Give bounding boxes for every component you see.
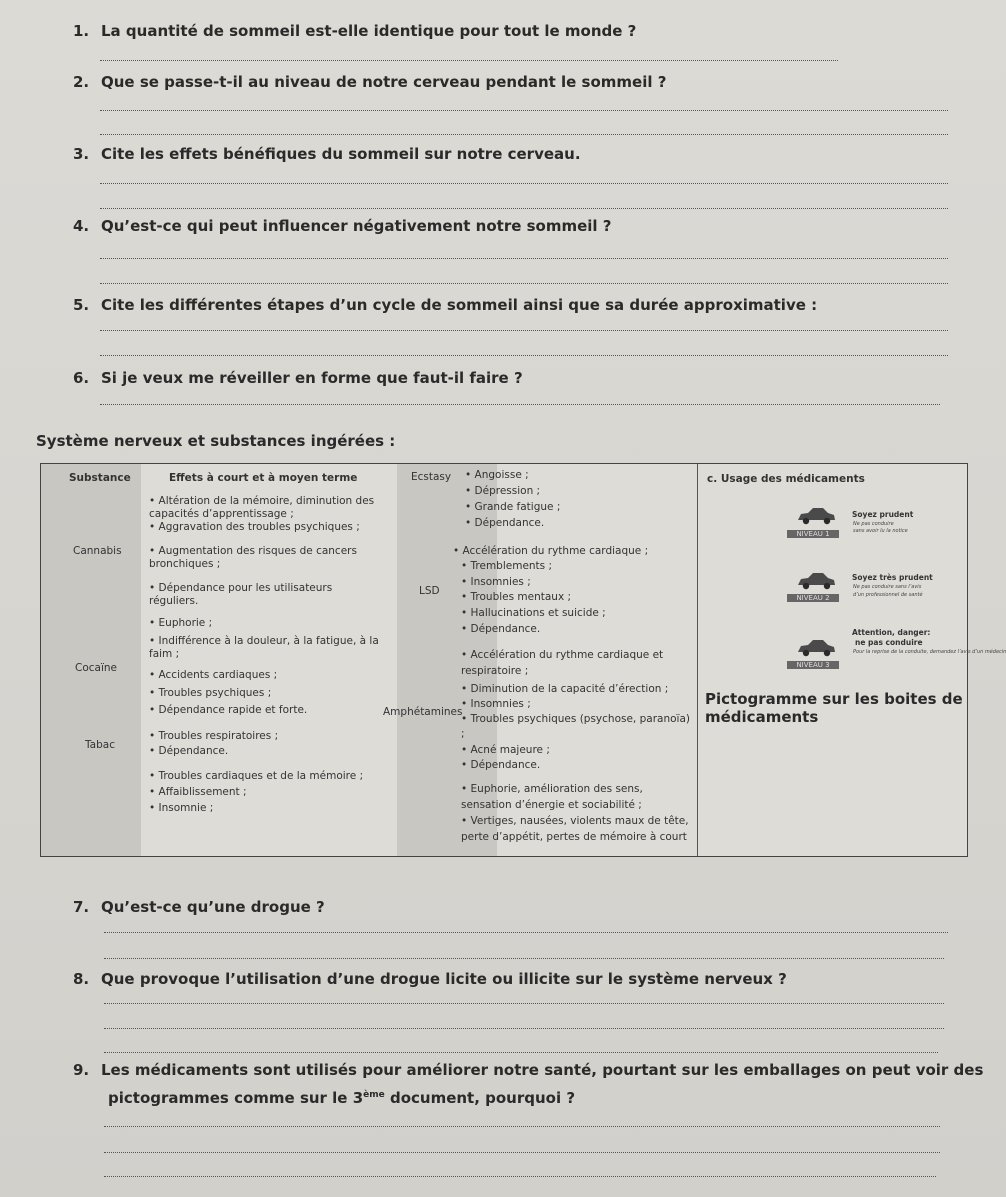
effect-line: • Angoisse ; bbox=[465, 469, 529, 481]
substance-name: LSD bbox=[419, 585, 440, 597]
effect-line: • Affaiblissement ; bbox=[149, 786, 247, 798]
medicaments-title: c. Usage des médicaments bbox=[707, 473, 865, 485]
answer-line bbox=[100, 60, 838, 61]
answer-line bbox=[104, 1152, 940, 1153]
level-text: sans avoir lu la notice bbox=[853, 528, 908, 534]
question-7: 7. Qu’est-ce qu’une drogue ? bbox=[73, 898, 325, 916]
level-text: Pour la reprise de la conduite, demandez l’avis d’un médecin bbox=[853, 649, 1006, 655]
effect-line: • Troubles respiratoires ; bbox=[149, 730, 279, 742]
effect-line: faim ; bbox=[149, 648, 180, 660]
effect-line: • Accélération du rythme cardiaque et bbox=[461, 649, 664, 661]
question-8: 8. Que provoque l’utilisation d’une drogue licite ou illicite sur le système nerveux ? bbox=[73, 970, 787, 988]
effect-line: • Troubles psychiques ; bbox=[149, 687, 272, 699]
answer-line bbox=[100, 283, 948, 284]
effect-line: • Dépendance. bbox=[149, 745, 229, 757]
answer-line bbox=[104, 1052, 938, 1053]
effect-line: • Troubles cardiaques et de la mémoire ; bbox=[149, 770, 364, 782]
niveau-1-badge: NIVEAU 1 bbox=[787, 530, 839, 538]
question-2: 2. Que se passe-t-il au niveau de notre cerveau pendant le sommeil ? bbox=[73, 73, 667, 91]
effect-line: • Diminution de la capacité d’érection ; bbox=[461, 683, 669, 695]
header-effects: Effets à court et à moyen terme bbox=[169, 472, 358, 484]
level-text: Ne pas conduire sans l’avis bbox=[853, 584, 922, 590]
answer-line bbox=[100, 355, 948, 356]
level-heading: Soyez très prudent bbox=[852, 573, 933, 582]
effect-line: • Tremblements ; bbox=[461, 560, 553, 572]
effect-line: • Insomnies ; bbox=[461, 576, 531, 588]
answer-line bbox=[100, 404, 940, 405]
niveau-2-badge: NIVEAU 2 bbox=[787, 594, 839, 602]
question-9: 9. Les médicaments sont utilisés pour améliorer notre santé, pourtant sur les emballages on peut voir des bbox=[73, 1061, 984, 1079]
effect-line: • Acné majeure ; bbox=[461, 744, 550, 756]
effect-line: capacités d’apprentissage ; bbox=[149, 508, 294, 520]
effect-line: perte d’appétit, pertes de mémoire à court bbox=[461, 831, 687, 843]
level-heading: Attention, danger: bbox=[852, 628, 931, 637]
effect-line: • Dépression ; bbox=[465, 485, 541, 497]
effect-line: • Dépendance rapide et forte. bbox=[149, 704, 308, 716]
effect-line: • Accidents cardiaques ; bbox=[149, 669, 278, 681]
effect-line: • Dépendance. bbox=[461, 623, 541, 635]
car-icon bbox=[795, 570, 837, 590]
question-6: 6. Si je veux me réveiller en forme que faut-il faire ? bbox=[73, 369, 523, 387]
level-subheading: ne pas conduire bbox=[855, 638, 923, 647]
question-5: 5. Cite les différentes étapes d’un cycle de sommeil ainsi que sa durée approximative : bbox=[73, 296, 818, 314]
question-1: 1. La quantité de sommeil est-elle identique pour tout le monde ? bbox=[73, 22, 637, 40]
answer-line bbox=[104, 1126, 940, 1127]
substance-name: Ecstasy bbox=[411, 471, 452, 483]
question-9-continued: pictogrammes comme sur le 3ème document, pourquoi ? bbox=[108, 1089, 576, 1107]
pictogram-caption: Pictogramme sur les boites de médicaments bbox=[705, 690, 963, 726]
effect-line: réguliers. bbox=[149, 595, 199, 607]
effect-line: • Insomnie ; bbox=[149, 802, 214, 814]
niveau-3-badge: NIVEAU 3 bbox=[787, 661, 839, 669]
effect-line: • Insomnies ; bbox=[461, 698, 531, 710]
effect-line: • Altération de la mémoire, diminution des bbox=[149, 495, 375, 507]
level-heading: Soyez prudent bbox=[852, 510, 914, 519]
effect-line: ; bbox=[461, 728, 465, 740]
car-icon bbox=[795, 505, 837, 525]
effect-line: • Accélération du rythme cardiaque ; bbox=[453, 545, 649, 557]
divider bbox=[697, 464, 698, 856]
effect-line: • Dépendance. bbox=[461, 759, 541, 771]
answer-line bbox=[100, 110, 948, 111]
level-text: Ne pas conduire bbox=[853, 521, 894, 527]
answer-line bbox=[100, 208, 948, 209]
question-3: 3. Cite les effets bénéfiques du sommeil sur notre cerveau. bbox=[73, 145, 581, 163]
question-4: 4. Qu’est-ce qui peut influencer négativement notre sommeil ? bbox=[73, 217, 612, 235]
substance-name: Cocaïne bbox=[75, 662, 117, 674]
effect-line: sensation d’énergie et sociabilité ; bbox=[461, 799, 642, 811]
effect-line: • Euphorie, amélioration des sens, bbox=[461, 783, 643, 795]
car-icon bbox=[795, 637, 837, 657]
answer-line bbox=[100, 258, 948, 259]
answer-line bbox=[104, 1176, 936, 1177]
effect-line: • Grande fatigue ; bbox=[465, 501, 561, 513]
effect-line: • Indifférence à la douleur, à la fatigue, à la bbox=[149, 635, 379, 647]
answer-line bbox=[104, 958, 944, 959]
answer-line bbox=[100, 134, 948, 135]
substance-name: Amphétamines bbox=[383, 706, 463, 718]
answer-line bbox=[104, 932, 948, 933]
effect-line: • Vertiges, nausées, violents maux de tête, bbox=[461, 815, 689, 827]
answer-line bbox=[100, 183, 948, 184]
level-text: d’un professionnel de santé bbox=[853, 592, 923, 598]
effect-line: • Dépendance pour les utilisateurs bbox=[149, 582, 333, 594]
effect-line: • Hallucinations et suicide ; bbox=[461, 607, 606, 619]
substances-table bbox=[40, 463, 1006, 857]
effect-line: • Aggravation des troubles psychiques ; bbox=[149, 521, 360, 533]
substance-name: Tabac bbox=[85, 739, 115, 751]
effect-line: bronchiques ; bbox=[149, 558, 221, 570]
answer-line bbox=[104, 1003, 944, 1004]
effect-line: • Augmentation des risques de cancers bbox=[149, 545, 357, 557]
effect-line: • Dépendance. bbox=[465, 517, 545, 529]
effect-line: • Troubles psychiques (psychose, paranoïa) bbox=[461, 713, 690, 725]
answer-line bbox=[100, 330, 948, 331]
answer-line bbox=[104, 1028, 944, 1029]
section-title: Système nerveux et substances ingérées : bbox=[36, 432, 396, 450]
effect-line: • Euphorie ; bbox=[149, 617, 213, 629]
substance-column-shading bbox=[41, 464, 141, 856]
substance-name: Cannabis bbox=[73, 545, 122, 557]
header-substance: Substance bbox=[69, 472, 131, 484]
effect-line: • Troubles mentaux ; bbox=[461, 591, 572, 603]
effect-line: respiratoire ; bbox=[461, 665, 529, 677]
